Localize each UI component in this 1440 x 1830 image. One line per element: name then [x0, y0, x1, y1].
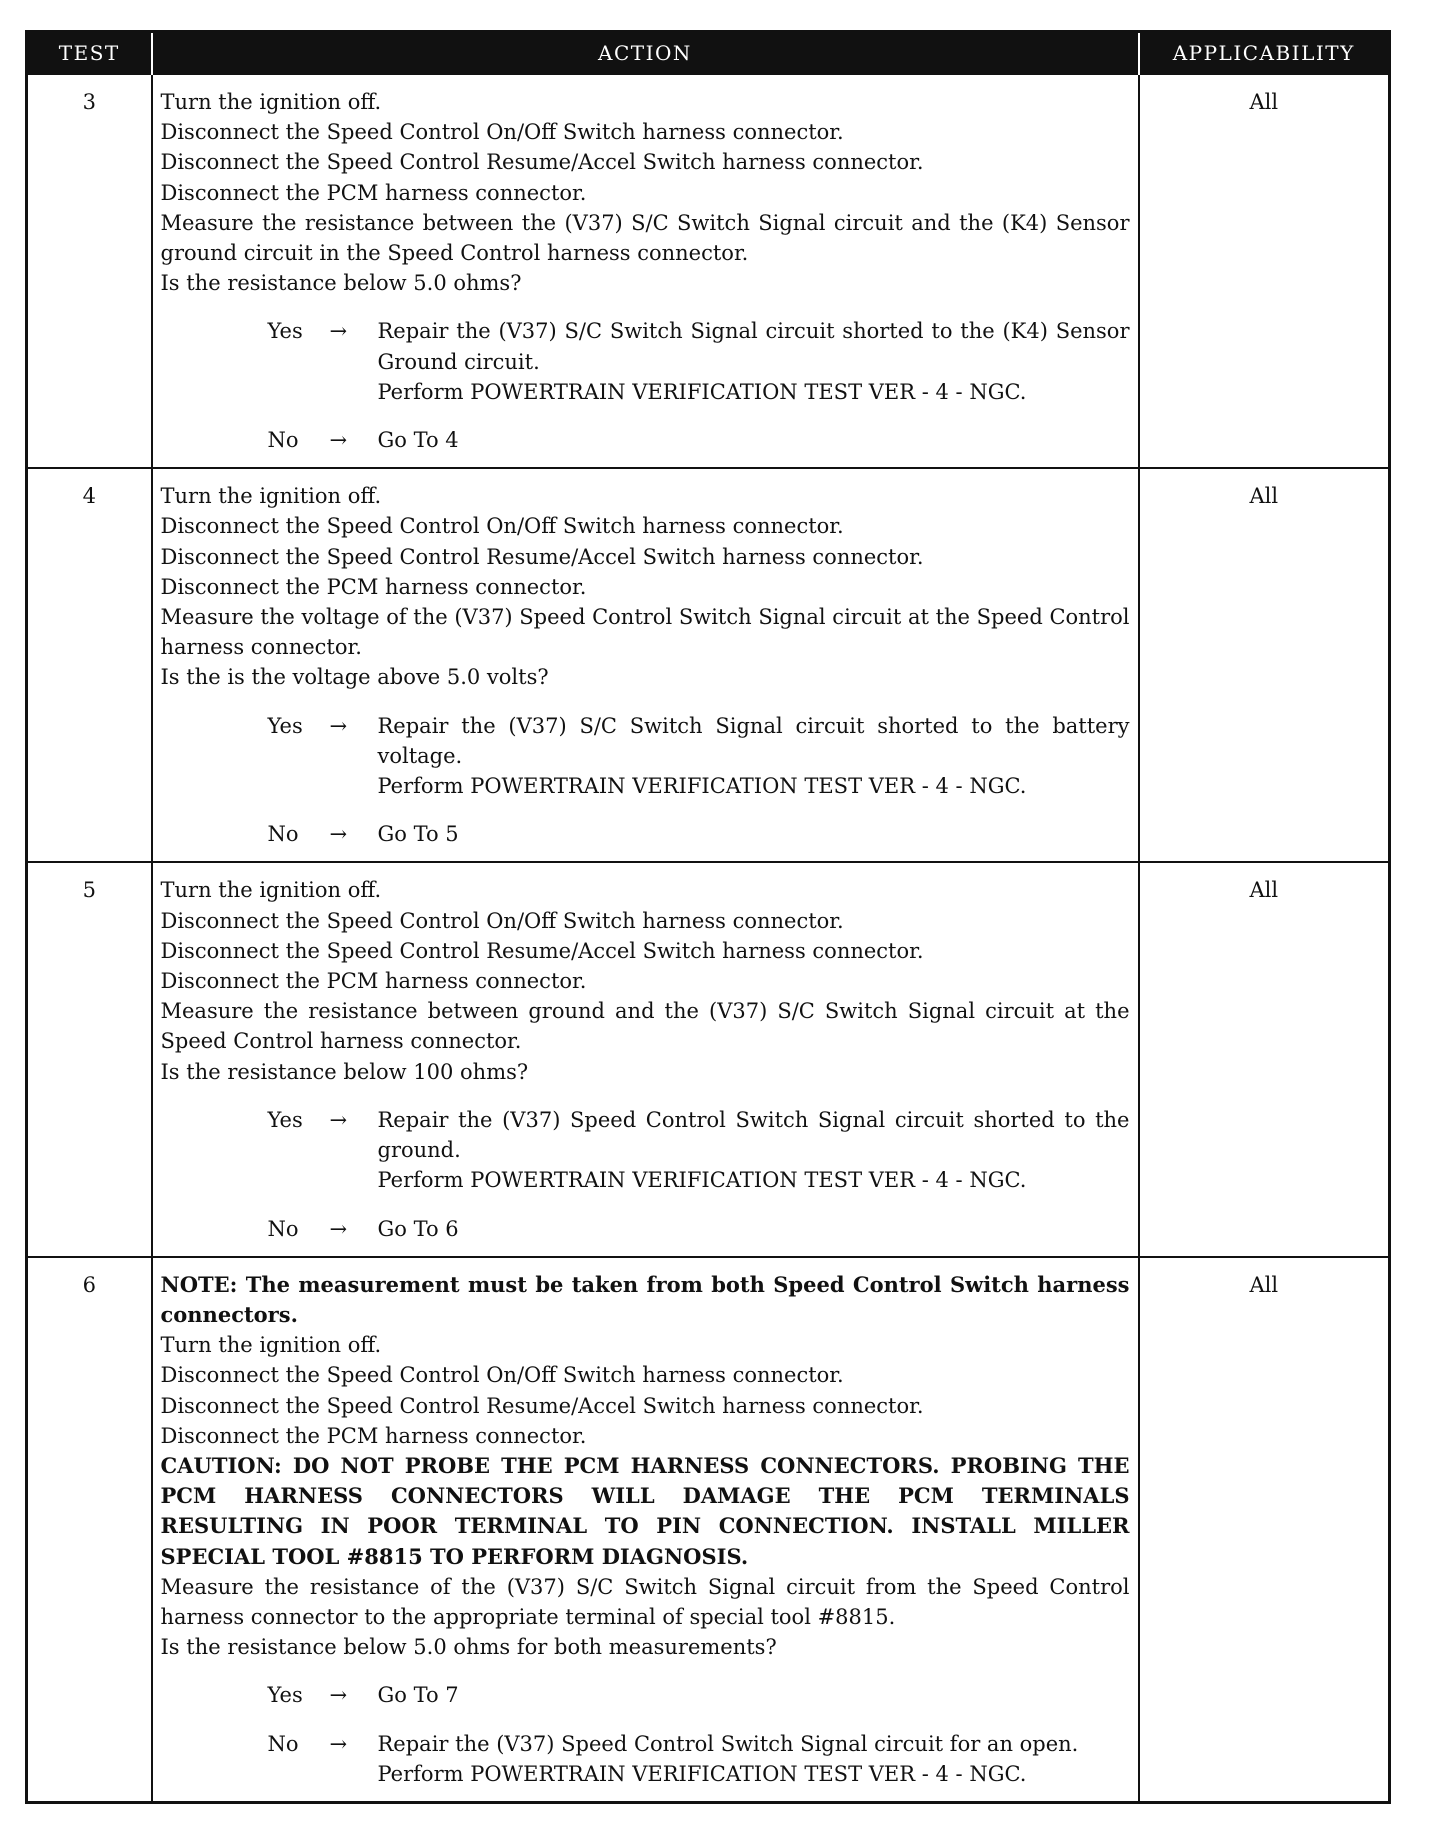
action-step: Measure the resistance of the (V37) S/C Switch Signal circuit from the Speed Control harness connector to the appropriate terminal of special tool #8815.	[160, 1574, 1130, 1629]
action-step: Turn the ignition off.	[160, 90, 382, 114]
action-step: Measure the voltage of the (V37) Speed Control Switch Signal circuit at the Speed Control harness connector.	[160, 605, 1130, 660]
action-cell	[152, 862, 1139, 1256]
caution-text: CAUTION: DO NOT PROBE THE PCM HARNESS CONNECTORS. PROBING THE PCM HARNESS CONNECTORS WILL DAMAGE THE PCM TERMINALS RESULTING IN POOR TERMINAL TO PIN CONNECTION. INSTALL MILLER SPECIAL TOOL #8815 TO PERFORM DIAGNOSIS.	[160, 1452, 1130, 1569]
outcome-label: Yes	[267, 1683, 303, 1708]
outcome-no	[268, 1729, 1130, 1789]
outcome-line: Go To 7	[377, 1683, 459, 1708]
arrow-icon: →	[329, 1683, 348, 1708]
table-header	[27, 32, 1390, 75]
arrow-icon: →	[329, 428, 348, 453]
action-step: Measure the resistance between the (V37) S/C Switch Signal circuit and the (K4) Sensor ground circuit in the Speed Control harness connector.	[160, 210, 1130, 266]
action-step: Disconnect the PCM harness connector.	[160, 180, 587, 205]
outcome-line: Repair the (V37) S/C Switch Signal circuit shorted to the (K4) Sensor Ground circuit.	[377, 319, 1130, 374]
header-row	[27, 32, 1390, 75]
action-step: Turn the ignition off.	[160, 878, 382, 903]
outcome-text	[378, 711, 1130, 802]
note-text: NOTE: The measurement must be taken from both Speed Control Switch harness connectors.	[160, 1271, 1130, 1327]
outcome-text	[378, 1105, 1130, 1196]
outcome-line: Perform POWERTRAIN VERIFICATION TEST VER - 4 - NGC.	[377, 379, 1027, 404]
applicability-cell: All	[1139, 468, 1390, 862]
test-number-cell: 3	[27, 74, 152, 468]
outcome-label: Yes	[267, 1107, 303, 1132]
action-step: Disconnect the Speed Control On/Off Switch harness connector.	[160, 514, 844, 539]
test-number-cell: 6	[27, 1257, 152, 1803]
action-step: Disconnect the Speed Control On/Off Switch harness connector.	[160, 908, 844, 933]
applicability-cell: All	[1139, 1257, 1390, 1803]
table-row	[27, 862, 1390, 1256]
diagnostic-test-table	[25, 30, 1391, 1804]
header-applicability: APPLICABILITY	[1139, 32, 1390, 75]
arrow-icon: →	[329, 1731, 348, 1756]
outcome-line: Go To 4	[377, 428, 459, 453]
outcome-text	[378, 316, 1130, 407]
header-action: ACTION	[152, 32, 1139, 75]
arrow-icon: →	[329, 713, 348, 738]
outcome-line: Perform POWERTRAIN VERIFICATION TEST VER - 4 - NGC.	[377, 1168, 1027, 1193]
action-step: Disconnect the PCM harness connector.	[160, 574, 587, 599]
action-cell	[152, 468, 1139, 862]
test-number-cell: 4	[27, 468, 152, 862]
outcome-line: Go To 5	[377, 822, 459, 847]
outcome-yes	[268, 1680, 1130, 1710]
action-step: Is the is the voltage above 5.0 volts?	[160, 665, 549, 690]
outcome-no	[268, 819, 1130, 849]
outcome-yes	[268, 1105, 1130, 1196]
arrow-icon: →	[329, 1107, 348, 1132]
outcome-line: Perform POWERTRAIN VERIFICATION TEST VER - 4 - NGC.	[377, 774, 1027, 799]
action-step: Disconnect the Speed Control On/Off Switch harness connector.	[160, 120, 844, 145]
action-step: Disconnect the Speed Control Resume/Accel Switch harness connector.	[160, 938, 924, 963]
outcome-text	[378, 1214, 1130, 1244]
outcome-label: No	[267, 1216, 299, 1241]
outcome-label: No	[267, 1731, 299, 1756]
arrow-icon: →	[329, 1216, 348, 1241]
table-row	[27, 468, 1390, 862]
outcome-no	[268, 1214, 1130, 1244]
action-step: Disconnect the Speed Control Resume/Accel Switch harness connector.	[160, 150, 924, 175]
arrow-icon: →	[329, 319, 348, 344]
outcome-label: No	[267, 822, 299, 847]
outcome-text	[378, 425, 1130, 455]
outcome-yes	[268, 711, 1130, 802]
outcome-yes	[268, 316, 1130, 407]
arrow-icon: →	[329, 822, 348, 847]
outcome-line: Perform POWERTRAIN VERIFICATION TEST VER - 4 - NGC.	[377, 1761, 1027, 1786]
outcome-line: Repair the (V37) Speed Control Switch Signal circuit for an open.	[377, 1731, 1079, 1756]
action-step: Is the resistance below 5.0 ohms?	[160, 271, 522, 296]
action-step: Disconnect the Speed Control Resume/Accel Switch harness connector.	[160, 544, 924, 569]
outcome-label: No	[267, 428, 299, 453]
outcome-label: Yes	[267, 713, 303, 738]
action-cell	[152, 74, 1139, 468]
action-step: Disconnect the Speed Control On/Off Switch harness connector.	[160, 1363, 844, 1388]
action-step: Disconnect the PCM harness connector.	[160, 969, 587, 994]
table-row	[27, 74, 1390, 468]
action-cell	[152, 1257, 1139, 1803]
applicability-cell: All	[1139, 862, 1390, 1256]
outcome-text	[378, 1729, 1130, 1789]
action-step: Disconnect the Speed Control Resume/Accel Switch harness connector.	[160, 1393, 924, 1418]
action-step: Turn the ignition off.	[160, 484, 382, 509]
header-test: TEST	[27, 32, 152, 75]
outcome-line: Go To 6	[377, 1216, 459, 1241]
action-step: Measure the resistance between ground and the (V37) S/C Switch Signal circuit at the Speed Control harness connector.	[160, 999, 1130, 1054]
outcome-text	[378, 1680, 1130, 1710]
action-step: Disconnect the PCM harness connector.	[160, 1423, 587, 1448]
outcome-line: Repair the (V37) S/C Switch Signal circuit shorted to the battery voltage.	[377, 713, 1130, 768]
outcome-no	[268, 425, 1130, 455]
table-body	[27, 74, 1390, 1802]
outcome-line: Repair the (V37) Speed Control Switch Signal circuit shorted to the ground.	[377, 1107, 1130, 1163]
test-number-cell: 5	[27, 862, 152, 1256]
applicability-cell: All	[1139, 74, 1390, 468]
outcome-text	[378, 819, 1130, 849]
table-row	[27, 1257, 1390, 1803]
action-step: Is the resistance below 5.0 ohms for both measurements?	[160, 1635, 777, 1660]
outcome-label: Yes	[267, 319, 303, 344]
action-step: Is the resistance below 100 ohms?	[160, 1059, 529, 1084]
action-step: Turn the ignition off.	[160, 1333, 382, 1358]
